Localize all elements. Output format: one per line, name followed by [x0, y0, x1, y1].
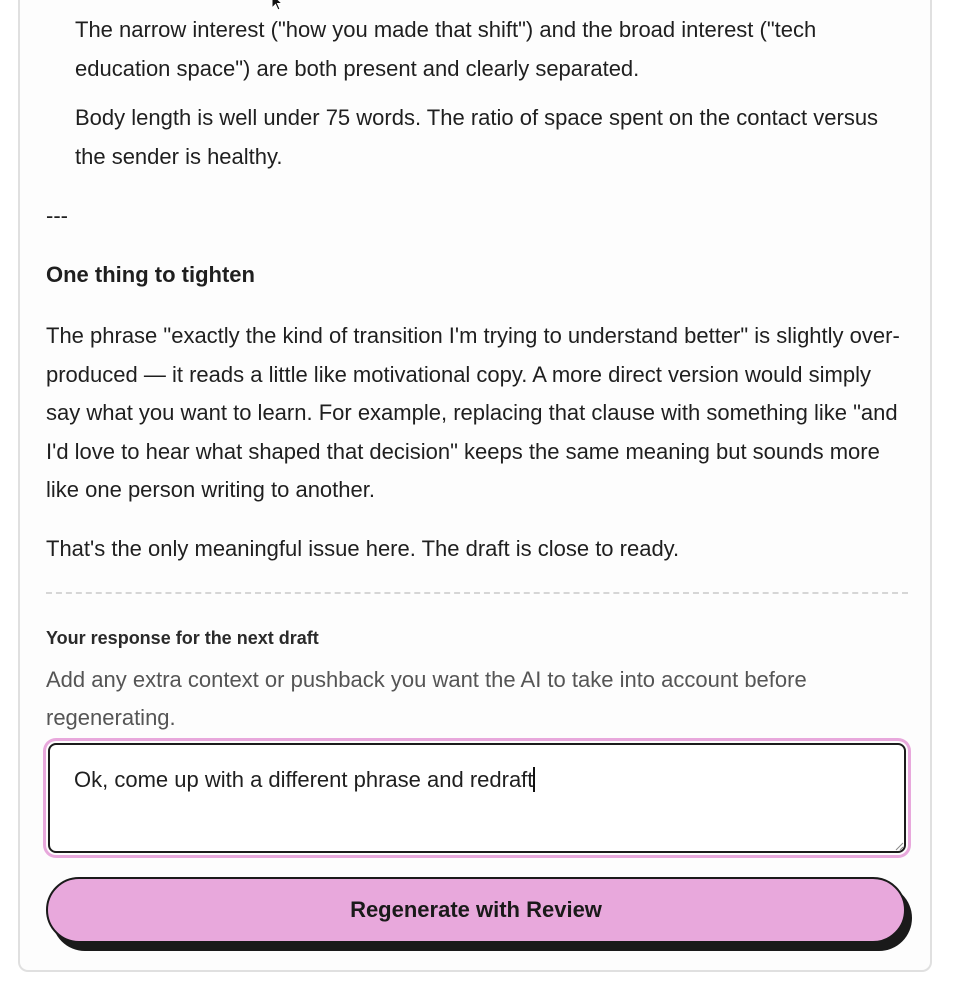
review-paragraph-body-length: Body length is well under 75 words. The ratio of space spent on the contact versus the sender is healthy. — [75, 105, 879, 169]
text-caret — [533, 767, 535, 792]
section-separator: --- — [46, 203, 68, 228]
review-paragraph-conclusion: That's the only meaningful issue here. The draft is close to ready. — [46, 536, 680, 561]
response-label: Your response for the next draft — [46, 628, 319, 648]
response-textarea[interactable] — [48, 743, 906, 853]
dashed-divider — [46, 592, 908, 594]
review-paragraph-phrase: The phrase "exactly the kind of transition I'm trying to understand better" is slightly over-produced — it reads a little like motivational copy. A more direct version would simply say what you want to learn. For example, replacing that clause with something like "and I'd love to hear what shaped that decision" keeps the same meaning but sounds more like one person writing to another. — [46, 323, 900, 502]
response-help-text: Add any extra context or pushback you want the AI to take into account before regenerating. — [46, 667, 807, 730]
review-paragraph-narrow-broad: The narrow interest ("how you made that shift") and the broad interest ("tech education space") are both present and clearly separated. — [75, 17, 817, 81]
resize-grip-icon[interactable] — [894, 841, 904, 851]
section-heading: One thing to tighten — [46, 262, 255, 287]
regenerate-button[interactable]: Regenerate with Review — [46, 877, 906, 943]
response-textarea-value: Ok, come up with a different phrase and redraft — [74, 767, 534, 792]
response-textarea-focus-ring — [46, 741, 908, 855]
